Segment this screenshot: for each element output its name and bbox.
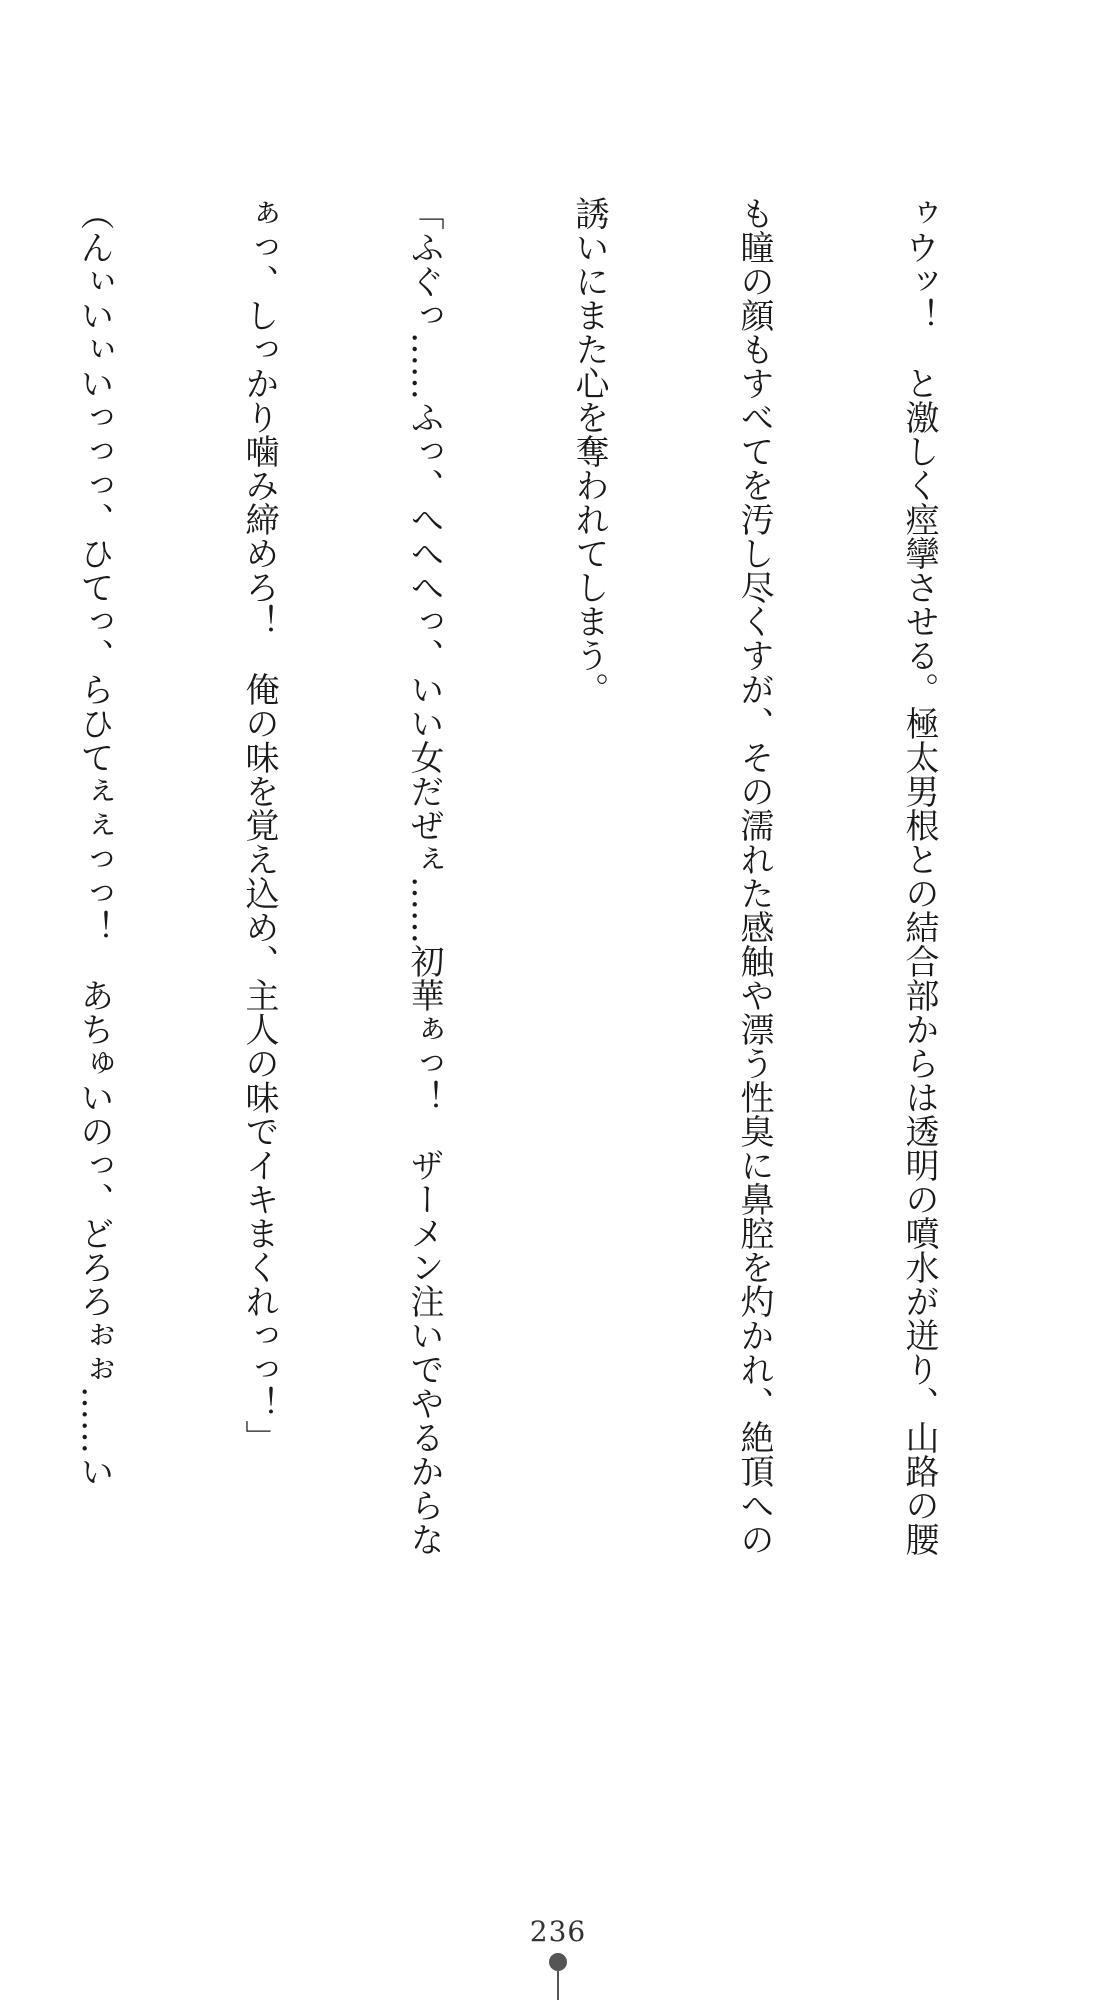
text-line: ゥウッ！ と激しく痙攣させる。極太男根との結合部からは透明の噴水が迸り、山路の腰 (899, 196, 939, 1556)
text-line: ぁっ、しっかり噛み締めろ！ 俺の味を覚え込め、主人の味でイキまくれっっ！」 (239, 196, 279, 1454)
text-line: （んぃいぃいっっっ、ひてっ、らひてぇぇっっ！ あちゅいのっ、どろろぉぉ……い (74, 196, 114, 1488)
page-number: 236 (529, 1915, 587, 1948)
page-ornament-icon (548, 1952, 568, 2000)
text-line: 「ふぐっ……ふっ、へへへっ、いい女だぜぇ……初華ぁっ！ ザーメン注いでやるからな (404, 196, 444, 1556)
text-line: も瞳の顔もすべてを汚し尽くすが、その濡れた感触や漂う性臭に鼻腔を灼かれ、絶頂への (734, 196, 774, 1556)
text-line: 誘いにまた心を奪われてしまう。 (569, 196, 609, 706)
vertical-text-body (56, 196, 1056, 1616)
